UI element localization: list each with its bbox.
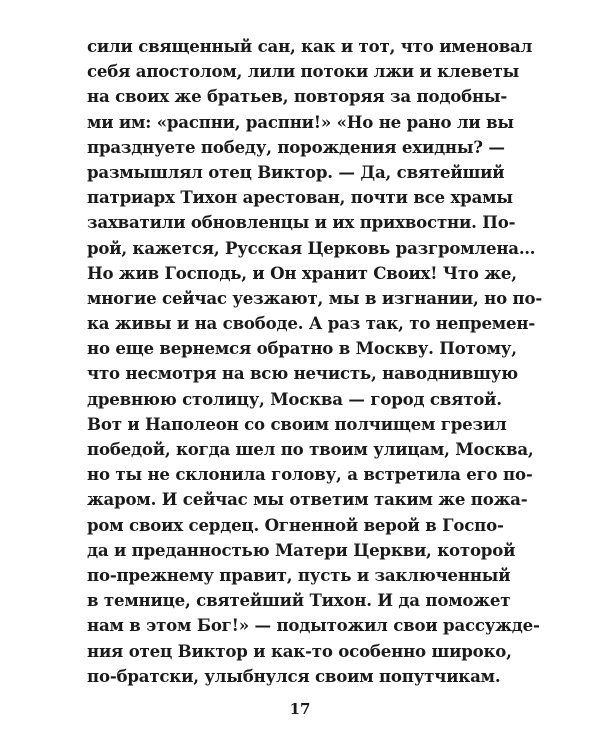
text-line: Но жив Господь, и Он хранит Своих! Что же, (87, 262, 517, 283)
text-line: Вот и Наполеон со своим полчищем грезил (87, 413, 507, 434)
text-line: ка живы и на свободе. А раз так, то непремен- (87, 313, 536, 334)
text-line: ми им: «распни, распни!» «Но не рано ли вы (87, 111, 514, 132)
text-line: сили священный сан, как и тот, что именовал (87, 36, 533, 56)
text-line: патриарх Тихон арестован, почти все храмы (87, 187, 513, 208)
text-line: по-братски, улыбнулся своим попутчикам. (87, 665, 501, 686)
text-line: в темнице, святейший Тихон. И да поможет (87, 590, 511, 611)
text-line: что несмотря на всю нечисть, наводнившую (87, 363, 518, 384)
text-line: но еще вернемся обратно в Москву. Потому, (87, 338, 517, 359)
text-line: рой, кажется, Русская Церковь разгромлена… (87, 237, 536, 258)
text-line: победой, когда шел по твоим улицам, Москва, (87, 439, 534, 459)
text-line: да и преданностью Матери Церкви, которой (87, 539, 516, 560)
text-line: древнюю столицу, Москва — город святой. (87, 388, 502, 409)
text-line: себя апостолом, лили потоки лжи и клеветы (87, 61, 520, 82)
text-line: ром своих сердец. Огненной верой в Госпо- (87, 514, 504, 535)
text-line: захватили обновленцы и их прихвостни. По- (87, 212, 516, 233)
text-line: жаром. И сейчас мы ответим таким же пожа- (87, 489, 528, 510)
text-line: многие сейчас уезжают, мы в изгнании, но по- (87, 287, 543, 308)
text-line: по-прежнему правит, пусть и заключенный (87, 564, 511, 585)
text-line: на своих же братьев, повторяя за подобны- (87, 86, 508, 107)
text-line: празднуете победу, порождения ехидны? — (87, 136, 505, 157)
text-line: ния отец Виктор и как-то особенно широко, (87, 640, 512, 661)
body-text (87, 34, 543, 689)
text-line: размышлял отец Виктор. — Да, святейший (87, 161, 505, 182)
text-line: но ты не склонила голову, а встретила его по- (87, 464, 533, 485)
page-number: 17 (289, 700, 311, 718)
text-line: нам в этом Бог!» — подытожил свои рассужде- (87, 615, 540, 636)
